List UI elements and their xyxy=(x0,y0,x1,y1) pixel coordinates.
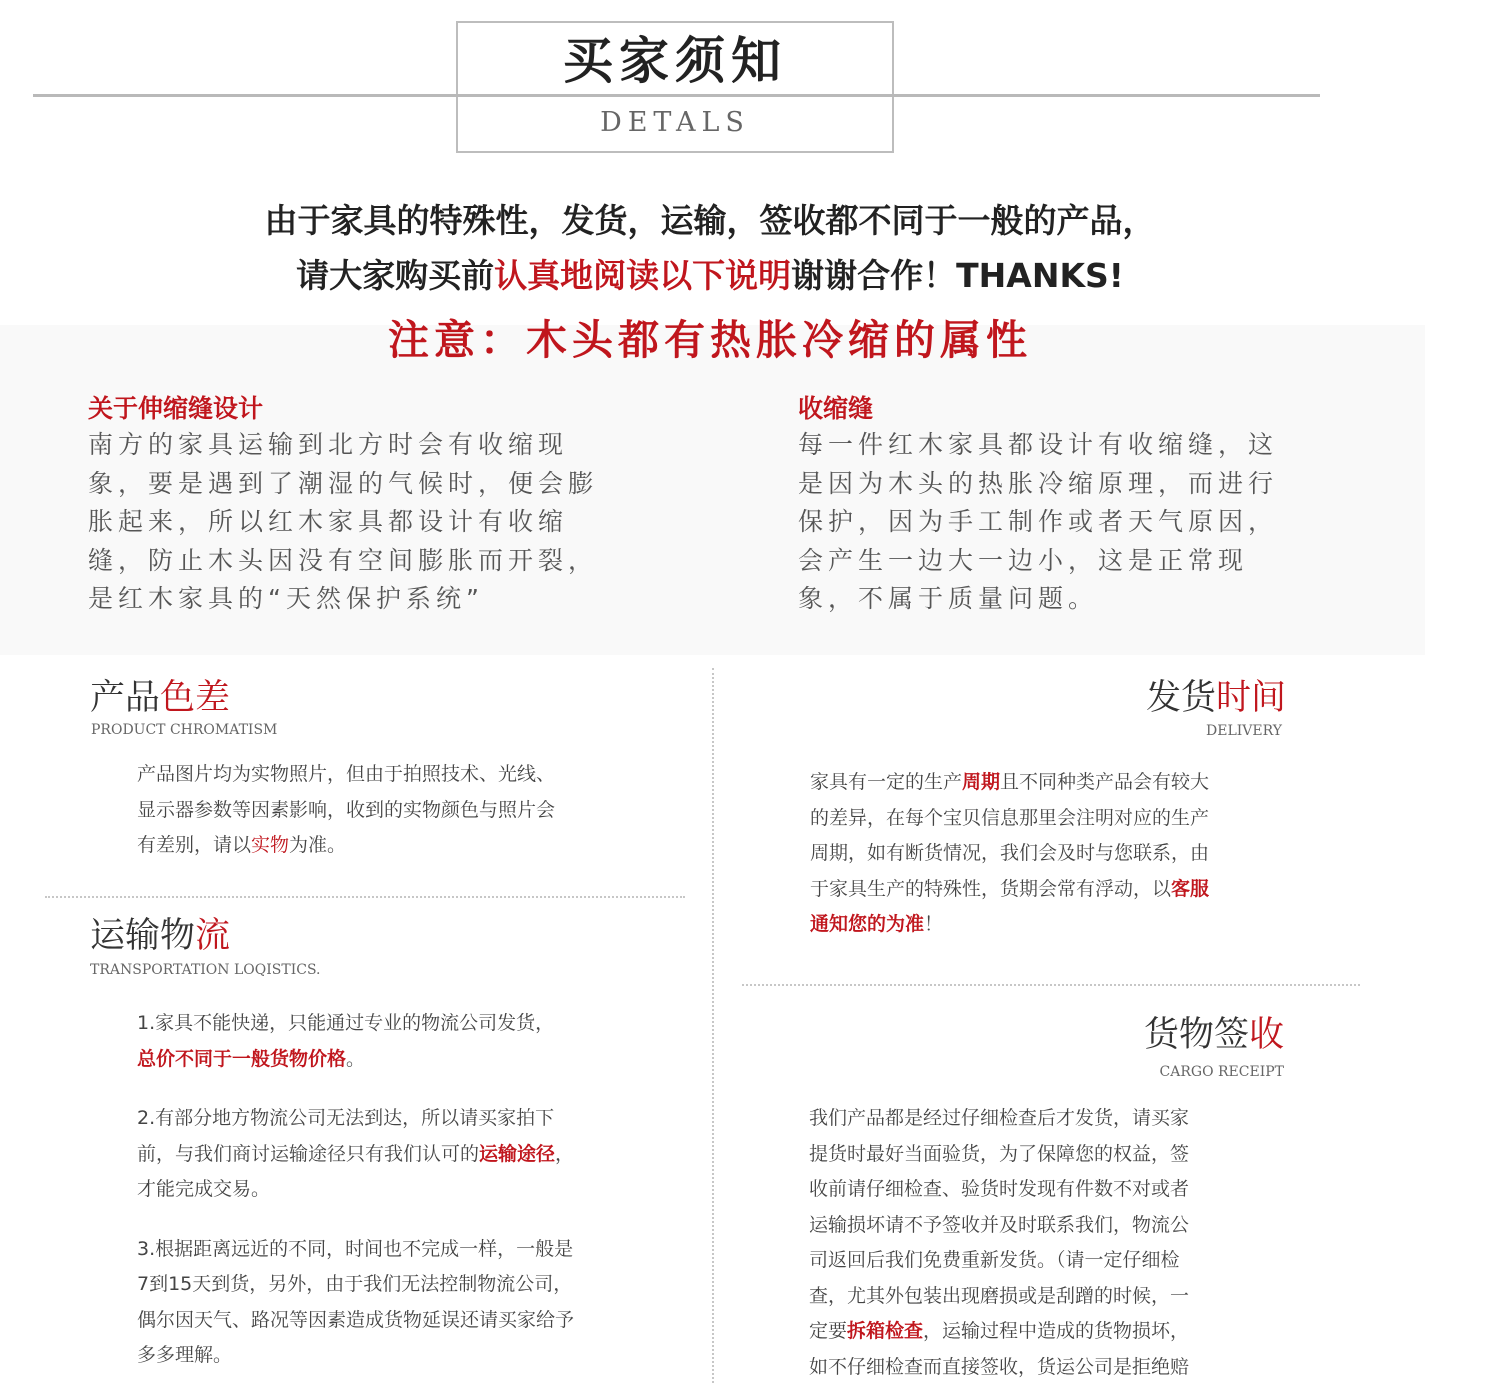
chromatism-title-b: 色差 xyxy=(160,678,230,718)
intro-line-2-end: 谢谢合作！THANKS! xyxy=(791,256,1124,295)
logistics-title xyxy=(90,914,230,958)
delivery-highlight-cycle: 周期 xyxy=(962,771,1000,793)
expansion-line: 缝，防止木头因没有空间膨胀而开裂， xyxy=(88,542,648,581)
vertical-divider xyxy=(712,668,714,1383)
chromatism-title-a: 产品 xyxy=(90,678,160,718)
delivery-l1-c: 且不同种类产品会有较大 xyxy=(1000,771,1209,793)
logistics-p2-a: 前，与我们商讨运输途径只有我们认可的 xyxy=(137,1143,479,1165)
shrink-title: 收缩缝 xyxy=(798,392,1358,426)
delivery-line xyxy=(810,872,1290,908)
chromatism-highlight: 实物 xyxy=(251,834,289,856)
delivery-highlight-service: 客服 xyxy=(1171,878,1209,900)
logistics-title-b: 流 xyxy=(195,916,230,956)
expansion-line: 胀起来，所以红木家具都设计有收缩 xyxy=(88,503,648,542)
shrink-line: 是因为木头的热胀冷缩原理，而进行 xyxy=(798,465,1358,504)
paragraph-gap xyxy=(137,1077,677,1101)
chromatism-en: PRODUCT CHROMATISM xyxy=(91,721,277,739)
expansion-title: 关于伸缩缝设计 xyxy=(88,392,648,426)
logistics-line: 2.有部分地方物流公司无法到达，所以请买家拍下 xyxy=(137,1101,677,1137)
logistics-line: 才能完成交易。 xyxy=(137,1172,677,1208)
page-title: 买家须知 xyxy=(456,26,894,96)
shrink-line: 象，不属于质量问题。 xyxy=(798,580,1358,619)
paragraph-gap xyxy=(137,1208,677,1232)
receipt-body xyxy=(809,1101,1289,1385)
logistics-line: 7到15天到货，另外，由于我们无法控制物流公司， xyxy=(137,1267,677,1303)
delivery-title-b: 时间 xyxy=(1216,678,1286,718)
expansion-line: 南方的家具运输到北方时会有收缩现 xyxy=(88,426,648,465)
logistics-line xyxy=(137,1137,677,1173)
logistics-p2-c: ， xyxy=(555,1143,574,1165)
logistics-line: 1.家具不能快递，只能通过专业的物流公司发货， xyxy=(137,1006,677,1042)
delivery-title xyxy=(1000,676,1286,720)
shrink-line: 会产生一边大一边小，这是正常现 xyxy=(798,542,1358,581)
receipt-line: 司返回后我们免费重新发货。（请一定仔细检 xyxy=(809,1243,1289,1279)
chromatism-line3-c: 为准。 xyxy=(289,834,346,856)
delivery-l5-b: ！ xyxy=(924,913,943,935)
right-section-divider xyxy=(742,984,1360,986)
expansion-body xyxy=(88,426,648,619)
chromatism-line: 产品图片均为实物照片，但由于拍照技术、光线、 xyxy=(137,757,657,793)
delivery-line xyxy=(810,907,1290,943)
logistics-en: TRANSPORTATION LOQISTICS. xyxy=(90,961,320,979)
expansion-line: 是红木家具的“天然保护系统” xyxy=(88,580,648,619)
intro-line-2 xyxy=(0,254,1420,298)
logistics-line: 多多理解。 xyxy=(137,1338,677,1374)
intro-line-1: 由于家具的特殊性，发货，运输，签收都不同于一般的产品， xyxy=(0,199,1420,243)
left-section-divider xyxy=(45,896,685,898)
logistics-title-a: 运输物 xyxy=(90,916,195,956)
shrink-block xyxy=(798,392,1358,619)
chromatism-line xyxy=(137,828,657,864)
receipt-l7-c: ，运输过程中造成的货物损坏， xyxy=(923,1320,1189,1342)
intro-line-2-start: 请大家购买前 xyxy=(296,256,494,295)
logistics-line xyxy=(137,1042,677,1078)
chromatism-title xyxy=(90,676,230,720)
receipt-line: 提货时最好当面验货，为了保障您的权益，签 xyxy=(809,1137,1289,1173)
chromatism-line: 显示器参数等因素影响，收到的实物颜色与照片会 xyxy=(137,793,657,829)
logistics-body xyxy=(137,1006,677,1374)
logistics-highlight-route: 运输途径 xyxy=(479,1143,555,1165)
delivery-en: DELIVERY xyxy=(1000,722,1282,740)
receipt-title-a: 货物签 xyxy=(1144,1015,1249,1055)
delivery-line: 的差异，在每个宝贝信息那里会注明对应的生产 xyxy=(810,801,1290,837)
receipt-line: 如不仔细检查而直接签收，货运公司是拒绝赔 xyxy=(809,1350,1289,1385)
delivery-highlight-notice: 通知您的为准 xyxy=(810,913,924,935)
notice-heading: 注意：木头都有热胀冷缩的属性 xyxy=(0,312,1420,368)
delivery-l1-a: 家具有一定的生产 xyxy=(810,771,962,793)
logistics-line: 3.根据距离远近的不同，时间也不完成一样，一般是 xyxy=(137,1232,677,1268)
intro-highlight: 认真地阅读以下说明 xyxy=(494,256,791,295)
delivery-l4-a: 于家具生产的特殊性，货期会常有浮动，以 xyxy=(810,878,1171,900)
shrink-line: 每一件红木家具都设计有收缩缝，这 xyxy=(798,426,1358,465)
receipt-l7-a: 定要 xyxy=(809,1320,847,1342)
chromatism-line3-a: 有差别，请以 xyxy=(137,834,251,856)
shrink-body xyxy=(798,426,1358,619)
page-subtitle: DETALS xyxy=(456,106,894,140)
delivery-line: 周期，如有断货情况，我们会及时与您联系，由 xyxy=(810,836,1290,872)
receipt-line xyxy=(809,1314,1289,1350)
receipt-title xyxy=(1000,1013,1284,1057)
logistics-highlight-price: 总价不同于一般货物价格 xyxy=(137,1048,346,1070)
expansion-block xyxy=(88,392,648,619)
expansion-line: 象，要是遇到了潮湿的气候时，便会膨 xyxy=(88,465,648,504)
shrink-line: 保护，因为手工制作或者天气原因， xyxy=(798,503,1358,542)
chromatism-body xyxy=(137,757,657,864)
receipt-line: 运输损坏请不予签收并及时联系我们，物流公 xyxy=(809,1208,1289,1244)
delivery-title-a: 发货 xyxy=(1146,678,1216,718)
logistics-line: 偶尔因天气、路况等因素造成货物延误还请买家给予 xyxy=(137,1303,677,1339)
delivery-body xyxy=(810,765,1290,943)
receipt-line: 查，尤其外包装出现磨损或是刮蹭的时候，一 xyxy=(809,1279,1289,1315)
receipt-title-b: 收 xyxy=(1249,1015,1284,1055)
receipt-highlight-unbox: 拆箱检查 xyxy=(847,1320,923,1342)
receipt-line: 收前请仔细检查、验货时发现有件数不对或者 xyxy=(809,1172,1289,1208)
logistics-p1-end: 。 xyxy=(346,1048,365,1070)
receipt-line: 我们产品都是经过仔细检查后才发货，请买家 xyxy=(809,1101,1289,1137)
delivery-line xyxy=(810,765,1290,801)
receipt-en: CARGO RECEIPT xyxy=(1000,1063,1284,1081)
